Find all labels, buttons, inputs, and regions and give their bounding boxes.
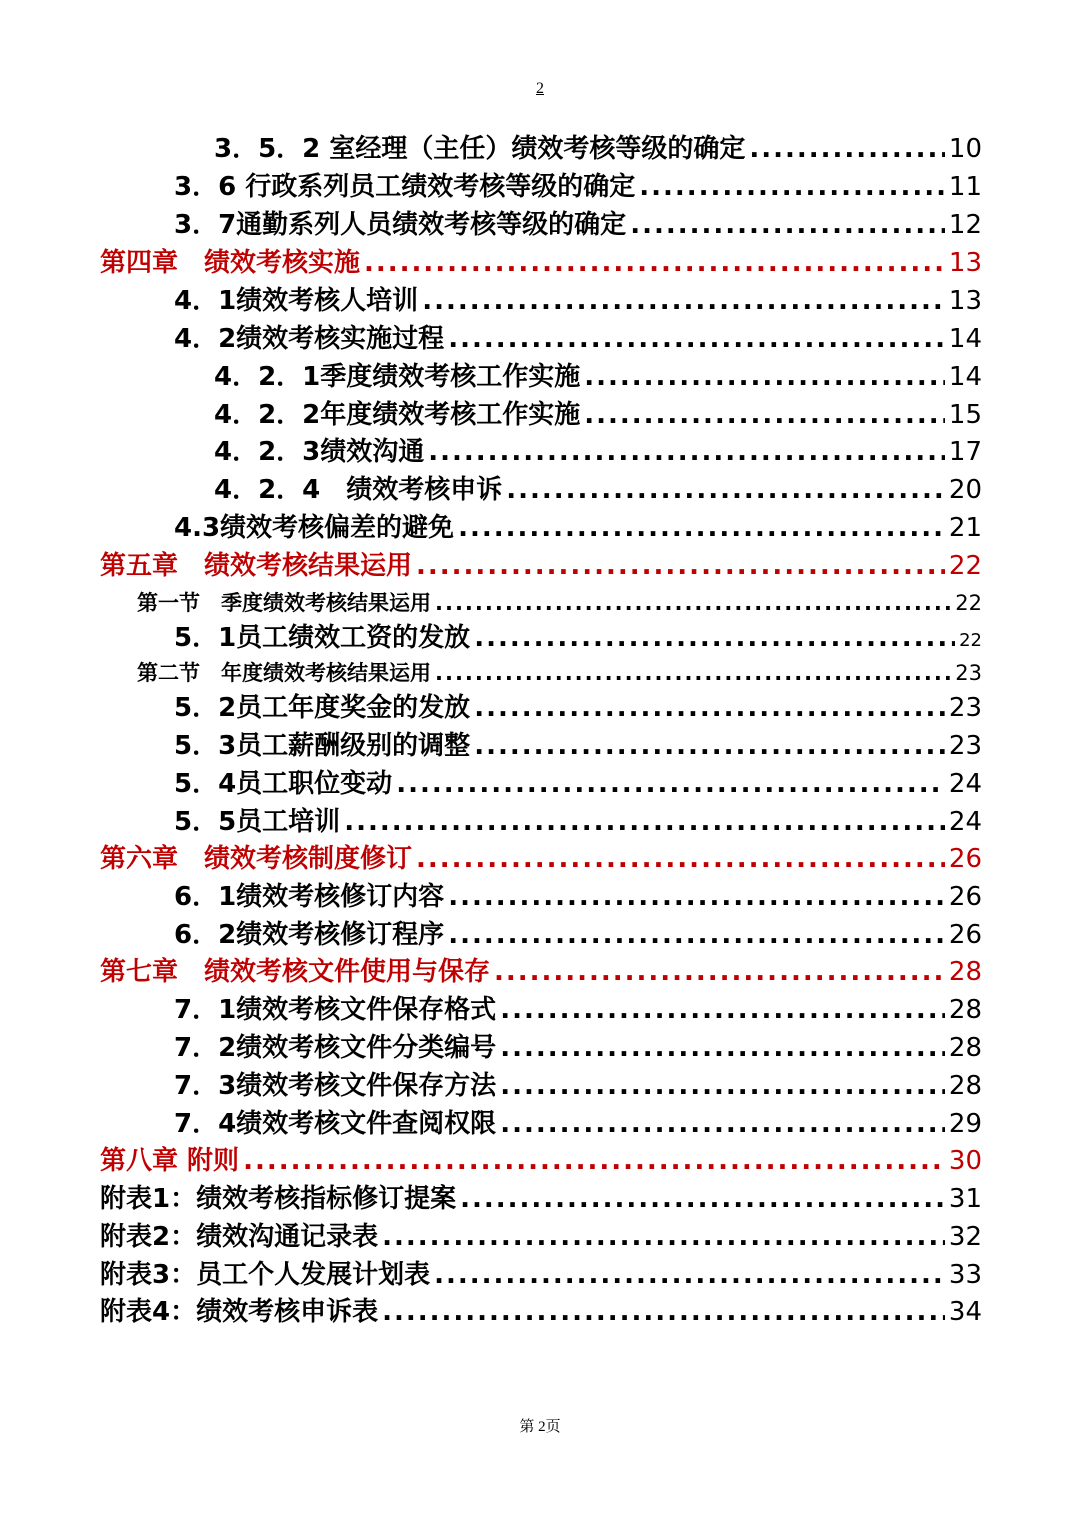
leader-dots: [344, 804, 945, 840]
leader-dots: [506, 472, 945, 508]
toc-entry[interactable]: 4．2绩效考核实施过程 ..... 14: [174, 321, 982, 357]
leader-dots: [364, 245, 945, 281]
leader-dots: [448, 321, 945, 357]
leader-dots: [500, 992, 945, 1028]
toc-chapter[interactable]: 第八章 附则 ..... 30: [100, 1143, 982, 1179]
toc-chapter[interactable]: 第四章 绩效考核实施 ..... 13: [100, 245, 982, 281]
leader-dots: [630, 207, 945, 243]
header-page-number: [0, 80, 1080, 98]
leader-dots: [396, 766, 945, 802]
toc-chapter[interactable]: 第五章 绩效考核结果运用 ..... 22: [100, 548, 982, 584]
leader-dots: [460, 1181, 945, 1217]
leader-dots: [382, 1219, 945, 1255]
toc-entry[interactable]: 4．2．1季度绩效考核工作实施 ..... 14: [214, 359, 982, 395]
toc-entry[interactable]: 5．4员工职位变动 ..... 24: [174, 766, 982, 802]
leader-dots: [458, 510, 945, 546]
toc-entry[interactable]: 4.3绩效考核偏差的避免 ..... 21: [174, 510, 982, 546]
leader-dots: [474, 728, 945, 764]
toc-entry[interactable]: 5．1员工绩效工资的发放 ..... 22: [174, 620, 982, 656]
leader-dots: [435, 585, 951, 621]
leader-dots: [382, 1294, 945, 1330]
leader-dots: [422, 283, 945, 319]
leader-dots: [500, 1106, 945, 1142]
leader-dots: [584, 359, 945, 395]
toc-entry[interactable]: 7．1绩效考核文件保存格式 ..... 28: [174, 992, 982, 1028]
leader-dots: [474, 690, 945, 726]
toc-entry[interactable]: 4．2．3绩效沟通 ..... 17: [214, 434, 982, 470]
toc-entry[interactable]: 6．1绩效考核修订内容 ..... 26: [174, 879, 982, 915]
toc-entry[interactable]: 5．2员工年度奖金的发放 ..... 23: [174, 690, 982, 726]
leader-dots: [639, 169, 945, 205]
toc-appendix[interactable]: 附表3：员工个人发展计划表 ..... 33: [100, 1257, 982, 1293]
toc-entry[interactable]: 4．2．2年度绩效考核工作实施 ..... 15: [214, 397, 982, 433]
header-page-number-text: 2: [536, 80, 544, 97]
toc-entry[interactable]: 4．2．4 绩效考核申诉 ..... 20: [214, 472, 982, 508]
leader-dots: [243, 1143, 945, 1179]
toc-entry[interactable]: 3．6 行政系列员工绩效考核等级的确定 ..... 11: [174, 169, 982, 205]
toc-section[interactable]: 第二节 年度绩效考核结果运用 ..... 23: [137, 655, 982, 691]
leader-dots: [434, 1257, 945, 1293]
toc-entry[interactable]: 3．5．2 室经理（主任）绩效考核等级的确定 ..... 10: [214, 131, 982, 167]
leader-dots: [474, 620, 955, 656]
leader-dots: [500, 1030, 945, 1066]
leader-dots: [448, 917, 945, 953]
leader-dots: [428, 434, 945, 470]
toc-entry[interactable]: 7．3绩效考核文件保存方法 ..... 28: [174, 1068, 982, 1104]
toc-entry[interactable]: 6．2绩效考核修订程序 ..... 26: [174, 917, 982, 953]
leader-dots: [584, 397, 945, 433]
toc-appendix[interactable]: 附表1：绩效考核指标修订提案 ..... 31: [100, 1181, 982, 1217]
toc-entry[interactable]: 5．3员工薪酬级别的调整 ..... 23: [174, 728, 982, 764]
toc-section[interactable]: 第一节 季度绩效考核结果运用 ..... 22: [137, 585, 982, 621]
toc-appendix[interactable]: 附表2：绩效沟通记录表 ..... 32: [100, 1219, 982, 1255]
toc-chapter[interactable]: 第六章 绩效考核制度修订 ..... 26: [100, 841, 982, 877]
leader-dots: [416, 841, 945, 877]
toc-appendix[interactable]: 附表4：绩效考核申诉表 ..... 34: [100, 1294, 982, 1330]
leader-dots: [494, 954, 945, 990]
toc-chapter[interactable]: 第七章 绩效考核文件使用与保存 ..... 28: [100, 954, 982, 990]
leader-dots: [435, 655, 951, 691]
toc-entry[interactable]: 3．7通勤系列人员绩效考核等级的确定 ..... 12: [174, 207, 982, 243]
leader-dots: [749, 131, 945, 167]
toc-entry[interactable]: 7．4绩效考核文件查阅权限 ..... 29: [174, 1106, 982, 1142]
leader-dots: [448, 879, 945, 915]
leader-dots: [500, 1068, 945, 1104]
leader-dots: [416, 548, 945, 584]
footer-page-label: 第 2页: [519, 1419, 561, 1435]
toc-entry[interactable]: 5．5员工培训 ..... 24: [174, 804, 982, 840]
toc-entry[interactable]: 4．1绩效考核人培训 ..... 13: [174, 283, 982, 319]
toc-entry[interactable]: 7．2绩效考核文件分类编号 ..... 28: [174, 1030, 982, 1066]
